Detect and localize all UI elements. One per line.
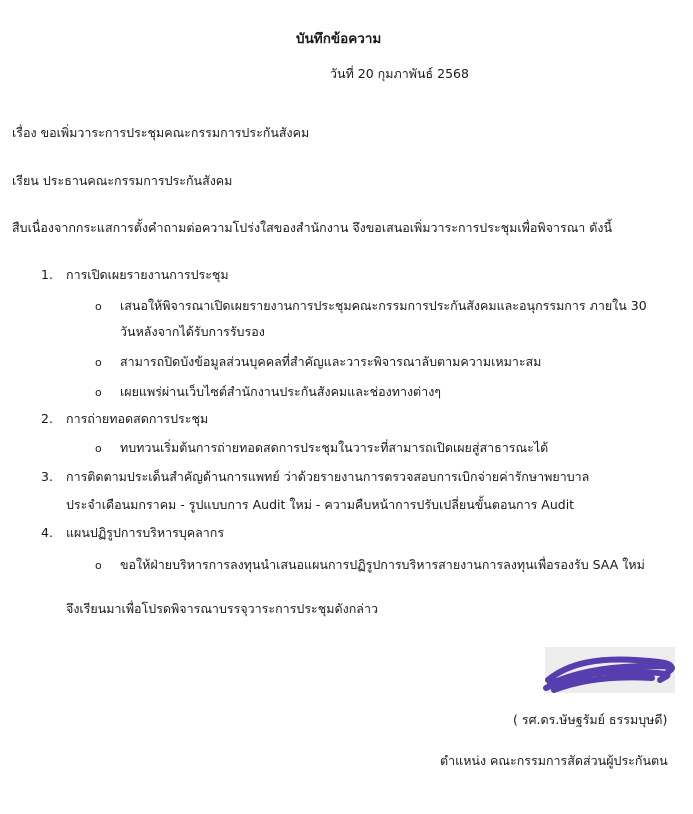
item-number: 3. [41, 469, 53, 484]
bullet-text: ขอให้ฝ่ายบริหารการลงทุนนำเสนอแผนการปฏิรูปการบริหารสายงานการลงทุนเพื่อรองรับ SAA ใหม่ [120, 557, 645, 572]
item-number: 4. [41, 525, 53, 540]
memo-addressee: เรียน ประธานคณะกรรมการประกันสังคม [12, 173, 233, 188]
item-heading: การถ่ายทอดสดการประชุม [66, 411, 209, 426]
memo-title: บันทึกข้อความ [296, 31, 382, 47]
bullet-text: เสนอให้พิจารณาเปิดเผยรายงานการประชุมคณะกรรมการประกันสังคมและอนุกรรมการ ภายใน 30 [120, 298, 647, 313]
item-heading: การติดตามประเด็นสำคัญด้านการแพทย์ ว่าด้วยรายงานการตรวจสอบการเบิกจ่ายค่ารักษาพยาบาล [66, 469, 590, 484]
signer-name: ( รศ.ดร.ษัษฐรัมย์ ธรรมบุษดี) [513, 712, 668, 727]
bullet-text: ทบทวนเริ่มต้นการถ่ายทอดสดการประชุมในวาระที่สามารถเปิดเผยสู่สาธารณะได้ [120, 440, 549, 455]
redaction-scribble [540, 640, 680, 700]
memo-date: วันที่ 20 กุมภาพันธ์ 2568 [330, 66, 469, 81]
item-heading-continued: ประจำเดือนมกราคม - รูปแบบการ Audit ใหม่ - ความคืบหน้าการปรับเปลี่ยนขั้นตอนการ Audit [66, 497, 575, 512]
item-heading: การเปิดเผยรายงานการประชุม [66, 267, 229, 282]
signer-position: ตำแหน่ง คณะกรรมการสัดส่วนผู้ประกันตน [440, 753, 668, 768]
bullet-text: สามารถปิดบังข้อมูลส่วนบุคคลที่สำคัญและวาระพิจารณาลับตามความเหมาะสม [120, 354, 542, 369]
bullet-marker: o [95, 442, 102, 455]
bullet-marker: o [95, 300, 102, 313]
bullet-marker: o [95, 356, 102, 369]
item-number: 1. [41, 267, 53, 282]
bullet-marker: o [95, 559, 102, 572]
memo-subject: เรื่อง ขอเพิ่มวาระการประชุมคณะกรรมการประกันสังคม [12, 125, 310, 140]
bullet-text-continued: วันหลังจากได้รับการรับรอง [120, 324, 265, 339]
item-heading: แผนปฏิรูปการบริหารบุคลากร [66, 525, 225, 540]
bullet-marker: o [95, 386, 102, 399]
memo-closing: จึงเรียนมาเพื่อโปรดพิจารณาบรรจุวาระการประชุมดังกล่าว [66, 601, 378, 616]
memo-intro: สืบเนื่องจากกระแสการตั้งคำถามต่อความโปร่งใสของสำนักงาน จึงขอเสนอเพิ่มวาระการประชุมเพื่อพิจารณา ดังนี้ [12, 220, 613, 235]
bullet-text: เผยแพร่ผ่านเว็บไซต์สำนักงานประกันสังคมและช่องทางต่างๆ [120, 384, 442, 399]
item-number: 2. [41, 411, 53, 426]
